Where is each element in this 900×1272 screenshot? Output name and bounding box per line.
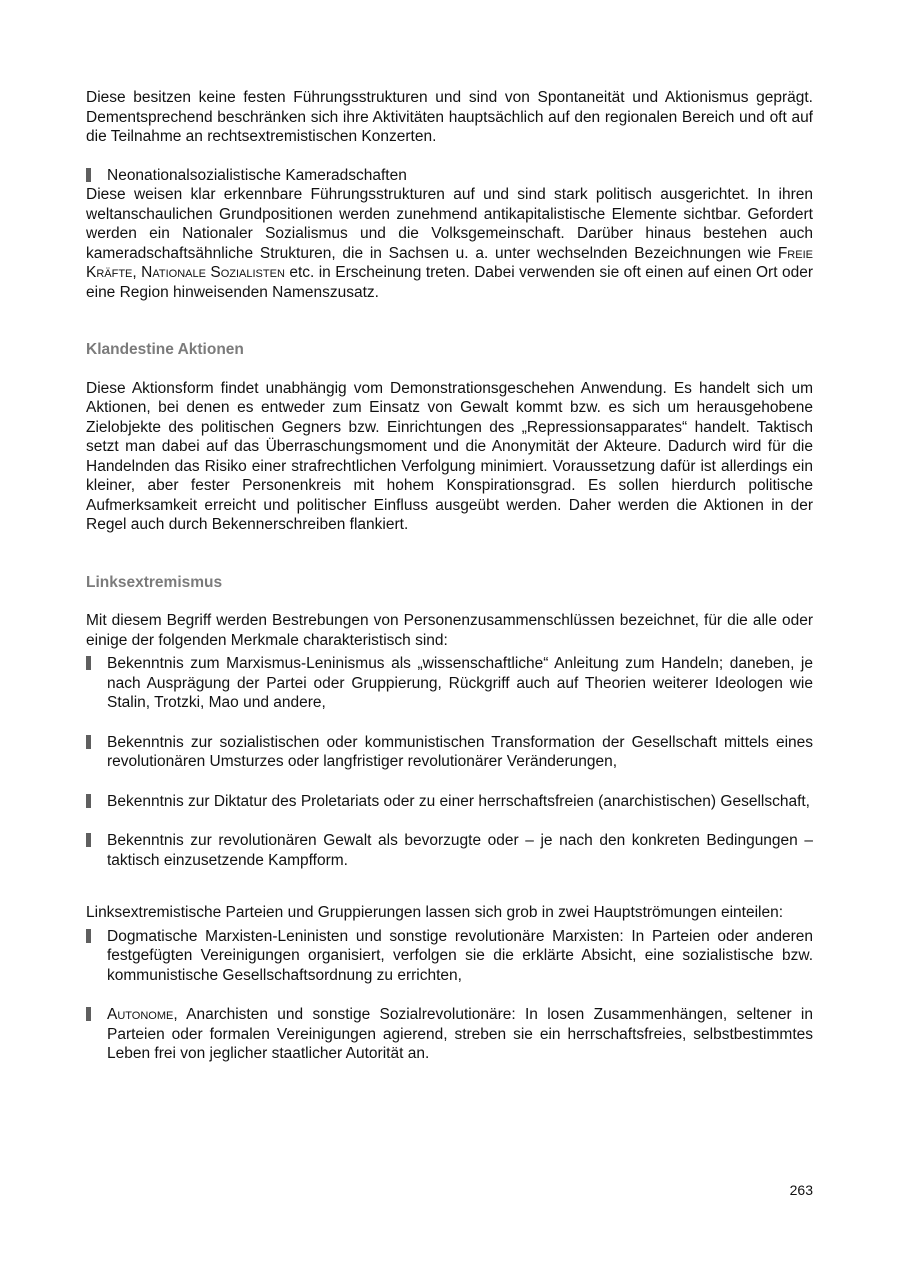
bullet-marker — [86, 656, 91, 670]
kameradschaften-label-text: Neonationalsozialistische Kameradschaften — [107, 166, 407, 184]
merkmal-item — [86, 792, 813, 812]
merkmal-item — [86, 654, 813, 713]
bullet-marker — [86, 168, 91, 182]
page-content — [86, 88, 813, 1064]
kameradschaften-text-before: Diese weisen klar erkennbare Führungsstrukturen auf und sind stark politisch ausgerichtet. In ihren weltanschaulichen Grundpositionen werden zunehmend antikapitalistische Elemente sichtbar. Gefordert werden ein Nationaler Sozialismus und die Volksgemeinschaft. Darüber hinaus bestehen auch kameradschaftsähnliche Strukturen, die in Sachsen u. a. unter wechselnden Bezeichnungen wie — [86, 186, 813, 262]
klandestine-paragraph: Diese Aktionsform findet unabhängig vom Demonstrationsgeschehen Anwendung. Es handelt sich um Aktionen, bei denen es entweder zum Einsatz von Gewalt kommt bzw. es sich um herausgehobene Zielobjekte des politischen Gegners bzw. Einrichtungen des „Repressionsapparates“ handelt. Taktisch setzt man dabei auf das Überraschungsmoment und die Anonymität der Akteure. Dadurch wird für die Handelnden das Risiko einer strafrechtlichen Verfolgung minimiert. Voraussetzung dafür ist allerdings ein kleiner, aber fester Personenkreis mit hohem Konspirationsgrad. Es sollen hierdurch politische Aufmerksamkeit erreicht und politischer Einfluss ausgeübt werden. Daher werden die Aktionen in der Regel auch durch Bekennerschreiben flankiert. — [86, 379, 813, 533]
name-separator: , — [132, 264, 142, 281]
merkmal-item — [86, 733, 813, 772]
merkmal-text: Bekenntnis zur Diktatur des Proletariats oder zu einer herrschaftsfreien (anarchistischen) Gesellschaft, — [107, 792, 810, 810]
page-number: 263 — [789, 1182, 813, 1198]
bullet-marker — [86, 735, 91, 749]
merkmal-text: Bekenntnis zum Marxismus-Leninismus als „wissenschaftliche“ Anleitung zum Handeln; daneben, je nach Ausprägung der Partei oder Gruppierung, Rückgriff auch auf Theorien weiterer Ideologen wie Stalin, Trotzki, Mao und andere, — [107, 655, 813, 711]
merkmal-item — [86, 831, 813, 870]
kameradschaften-label — [86, 166, 813, 186]
bullet-marker — [86, 794, 91, 808]
intro-paragraph: Diese besitzen keine festen Führungsstrukturen und sind von Spontaneität und Aktionismus geprägt. Dementsprechend beschränken sich ihre Aktivitäten hauptsächlich auf den regionalen Bereich und oft auf die Teilnahme an rechtsextremistischen Konzerten. — [86, 89, 813, 145]
bullet-marker — [86, 1007, 91, 1021]
linksextremismus-intro: Mit diesem Begriff werden Bestrebungen von Personenzusammenschlüssen bezeichnet, für die alle oder einige der folgenden Merkmale charakteristisch sind: — [86, 612, 813, 649]
stroemung-text: , Anarchisten und sonstige Sozialrevolutionäre: In losen Zusammenhängen, seltener in Parteien oder formalen Vereinigungen agierend, streben sie ein herrschaftsfreies, selbstbestimmtes Leben frei von jeglicher staatlicher Autorität an. — [107, 1006, 813, 1062]
stroemung-item — [86, 927, 813, 986]
heading-klandestine: Klandestine Aktionen — [86, 341, 244, 358]
merkmal-text: Bekenntnis zur sozialistischen oder kommunistischen Transformation der Gesellschaft mittels eines revolutionären Umsturzes oder langfristiger revolutionärer Veränderungen, — [107, 733, 813, 770]
name-freie-kraefte: Freie Kräfte — [86, 244, 813, 281]
bullet-marker — [86, 833, 91, 847]
heading-linksextremismus: Linksextremismus — [86, 573, 223, 591]
stroemung-item — [86, 1005, 813, 1064]
kameradschaften-paragraph — [86, 185, 813, 302]
name-autonome: Autonome — [107, 1006, 174, 1023]
stroemungen-intro: Linksextremistische Parteien und Gruppierungen lassen sich grob in zwei Hauptströmungen einteilen: — [86, 904, 784, 921]
name-nationale-sozialisten: Nationale Sozialisten — [141, 264, 285, 281]
bullet-marker — [86, 929, 91, 943]
merkmal-text: Bekenntnis zur revolutionären Gewalt als bevorzugte oder – je nach den konkreten Bedingungen – taktisch einzusetzende Kampfform. — [107, 832, 813, 869]
kameradschaften-text-after: etc. in Erscheinung treten. Dabei verwenden sie oft einen auf einen Ort oder eine Region hinweisenden Namenszusatz. — [86, 264, 813, 301]
stroemung-text: Dogmatische Marxisten-Leninisten und sonstige revolutionäre Marxisten: In Parteien oder anderen festgefügten Vereinigungen organisiert, verfolgen sie die erklärte Absicht, eine sozialistische bzw. kommunistische Gesellschaftsordnung zu errichten, — [107, 927, 813, 984]
